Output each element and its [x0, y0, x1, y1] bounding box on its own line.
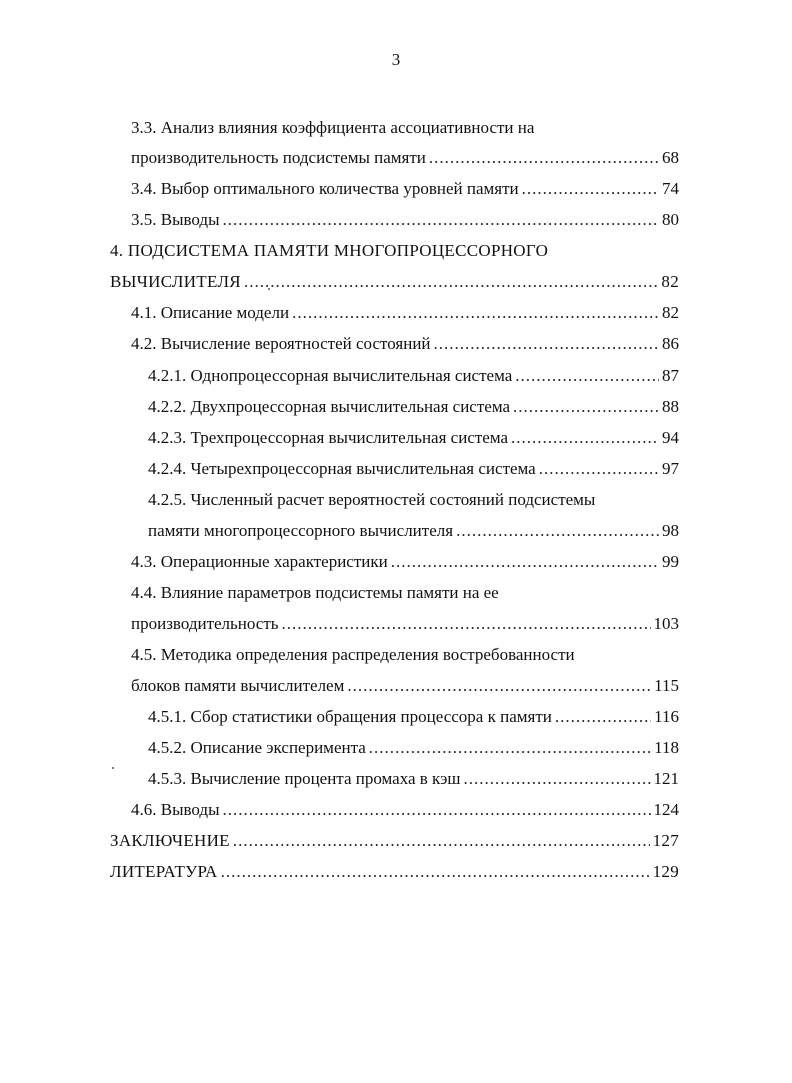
toc-page-number: 74: [662, 179, 679, 198]
toc-entry-4-2-1[interactable]: [148, 366, 679, 386]
dot-leader: [369, 738, 651, 758]
toc-page-number: 103: [653, 614, 679, 633]
dot-leader: [513, 397, 659, 417]
toc-entry-text: 4.6. Выводы: [131, 800, 220, 819]
dot-leader: [221, 862, 650, 882]
toc-entry-text: 3.5. Выводы: [131, 210, 220, 229]
toc-page-number: 88: [662, 397, 679, 416]
toc-entry-text: 4.5. Методика определения распределения востребованности: [131, 645, 575, 664]
toc-page-number: 86: [662, 334, 679, 353]
toc-entry-text: памяти многопроцессорного вычислителя: [148, 521, 454, 540]
toc-entry-text: 4.1. Описание модели: [131, 303, 290, 322]
dot-leader: [434, 334, 659, 354]
dot-leader: [292, 303, 659, 323]
toc-entry-3-5[interactable]: [131, 210, 679, 230]
toc-entry-4-4[interactable]: [131, 614, 679, 634]
toc-entry-4-3[interactable]: [131, 552, 679, 572]
toc-entry-text: 4.2.3. Трехпроцессорная вычислительная система: [148, 428, 509, 447]
toc-entry-text: ЛИТЕРАТУРА: [110, 862, 218, 881]
dot-leader: [555, 707, 651, 727]
scan-speck: [112, 767, 114, 769]
toc-page-number: 115: [654, 676, 679, 695]
toc-page-number: 116: [654, 707, 679, 726]
toc-entry-4-5[interactable]: [131, 676, 679, 696]
toc-entry-text: 4.4. Влияние параметров подсистемы памяти на ее: [131, 583, 499, 602]
toc-entry-text: 4.2.4. Четырехпроцессорная вычислительная система: [148, 459, 536, 478]
dot-leader: [233, 831, 650, 851]
toc-entry-4-4-line1: [131, 583, 499, 603]
dot-leader: [223, 800, 651, 820]
toc-page-number: 68: [662, 148, 679, 167]
dot-leader: [244, 272, 658, 292]
toc-page-number: 82: [661, 272, 679, 291]
toc-entry-4-2-5-line1: [148, 490, 595, 510]
dot-leader: [539, 459, 659, 479]
toc-entry-4-5-3[interactable]: [148, 769, 679, 789]
page-number: 3: [391, 50, 401, 69]
dot-leader: [511, 428, 659, 448]
dot-leader: [515, 366, 659, 386]
toc-entry-text: 4.5.3. Вычисление процента промаха в кэш: [148, 769, 461, 788]
toc-entry-text: блоков памяти вычислителем: [131, 676, 345, 695]
toc-page-number: 118: [654, 738, 679, 757]
dot-leader: [282, 614, 651, 634]
toc-entry-text: 4.2.1. Однопроцессорная вычислительная система: [148, 366, 513, 385]
toc-entry-text: 4.2.2. Двухпроцессорная вычислительная система: [148, 397, 511, 416]
toc-entry-4-6[interactable]: [131, 800, 679, 820]
toc-entry-text: 4.2. Вычисление вероятностей состояний: [131, 334, 431, 353]
toc-entry-4-line1: [110, 241, 548, 261]
toc-entry-4-5-line1: [131, 645, 575, 665]
dot-leader: [463, 769, 650, 789]
toc-page-number: 97: [662, 459, 679, 478]
toc-entry-text: производительность: [131, 614, 279, 633]
toc-page-number: 94: [662, 428, 679, 447]
toc-entry-text: ВЫЧИСЛИТЕЛЯ: [110, 272, 241, 291]
toc-entry-3-4[interactable]: [131, 179, 679, 199]
dot-leader: [391, 552, 659, 572]
toc-entry-text: 3.3. Анализ влияния коэффициента ассоциативности на: [131, 118, 535, 137]
toc-entry-text: 4. ПОДСИСТЕМА ПАМЯТИ МНОГОПРОЦЕССОРНОГО: [110, 241, 549, 260]
toc-entry-4-5-1[interactable]: [148, 707, 679, 727]
toc-entry-4-2-3[interactable]: [148, 428, 679, 448]
toc-entry-text: 3.4. Выбор оптимального количества уровней памяти: [131, 179, 519, 198]
toc-page-number: 127: [652, 831, 679, 850]
toc-page-number: 87: [662, 366, 679, 385]
toc-entry-text: 4.5.1. Сбор статистики обращения процессора к памяти: [148, 707, 552, 726]
toc-entry-4-2-2[interactable]: [148, 397, 679, 417]
dot-leader: [429, 148, 659, 168]
toc-entry-references[interactable]: [110, 862, 679, 882]
dot-leader: [456, 521, 659, 541]
toc-entry-4-2-4[interactable]: [148, 459, 679, 479]
toc-entry-3-3-line1: [131, 118, 534, 138]
dot-leader: [522, 179, 659, 199]
toc-page-number: 99: [662, 552, 679, 571]
toc-page-number: 82: [662, 303, 679, 322]
toc-entry-4-2[interactable]: [131, 334, 679, 354]
toc-entry-conclusion[interactable]: [110, 831, 679, 851]
toc-entry-4-2-5[interactable]: [148, 521, 679, 541]
toc-entry-text: 4.2.5. Численный расчет вероятностей состояний подсистемы: [148, 490, 596, 509]
dot-leader: [223, 210, 659, 230]
toc-entry-text: производительность подсистемы памяти: [131, 148, 426, 167]
toc-entry-text: 4.5.2. Описание эксперимента: [148, 738, 366, 757]
toc-page-number: 98: [662, 521, 679, 540]
toc-entry-4[interactable]: [110, 272, 679, 292]
toc-entry-4-1[interactable]: [131, 303, 679, 323]
toc-entry-3-3[interactable]: [131, 148, 679, 168]
toc-page-number: 129: [652, 862, 679, 881]
toc-page-number: 124: [653, 800, 679, 819]
dot-leader: [347, 676, 651, 696]
toc-entry-text: 4.3. Операционные характеристики: [131, 552, 388, 571]
toc-page-number: 121: [653, 769, 679, 788]
toc-entry-text: ЗАКЛЮЧЕНИЕ: [110, 831, 230, 850]
toc-entry-4-5-2[interactable]: [148, 738, 679, 758]
scan-speck: [268, 288, 270, 290]
toc-page-number: 80: [662, 210, 679, 229]
